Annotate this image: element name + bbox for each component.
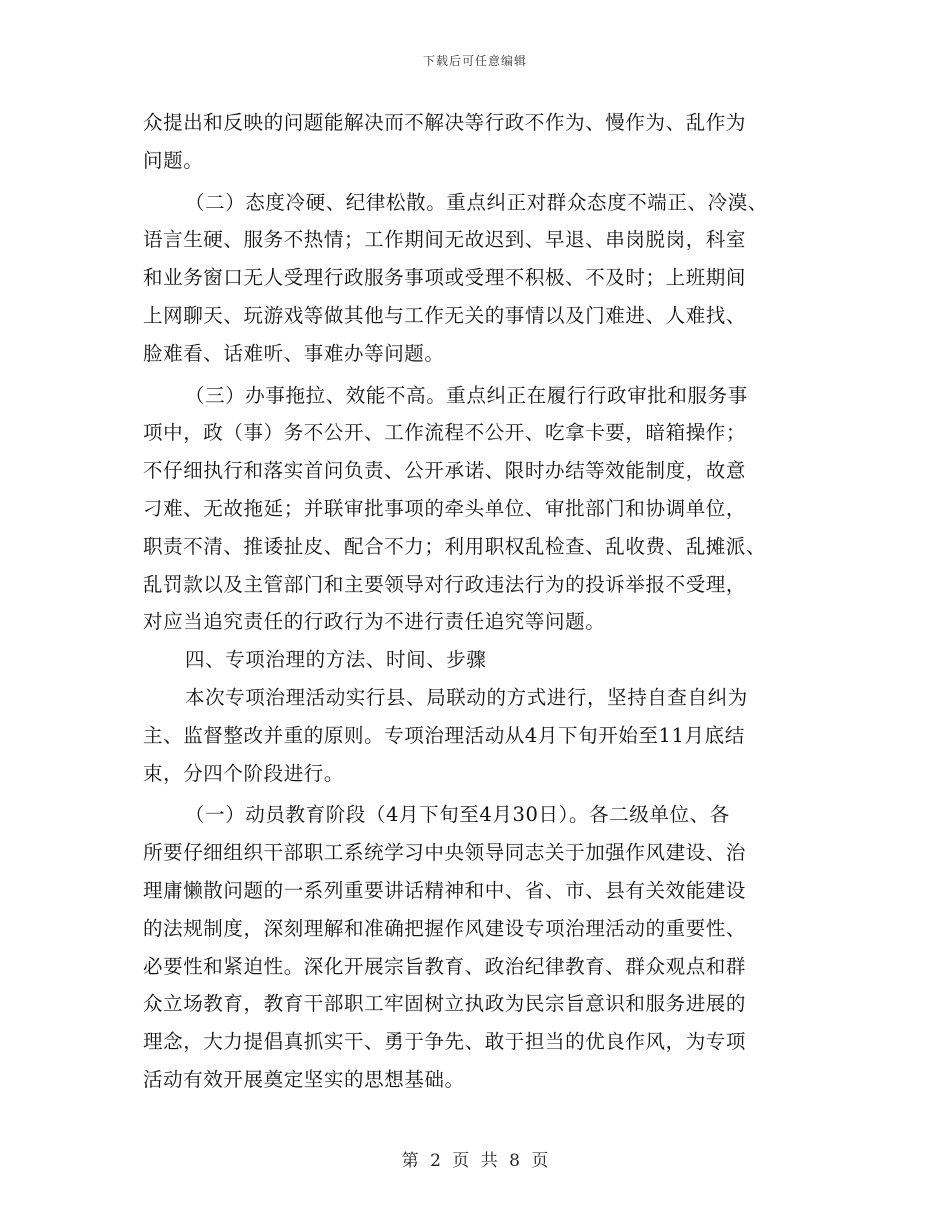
body-line: 所要仔细组织干部职工系统学习中央领导同志关于加强作风建设、治 (143, 841, 747, 865)
body-line: 必要性和紧迫性。深化开展宗旨教育、政治纪律教育、群众观点和群 (143, 954, 747, 978)
body-line: 项中，政（事）务不公开、工作流程不公开、吃拿卡要，暗箱操作； (143, 421, 747, 445)
page-header: 下载后可任意编辑 (422, 54, 527, 68)
body-line: 的法规制度，深刻理解和准确把握作风建设专项治理活动的重要性、 (143, 916, 747, 940)
body-line: （一）动员教育阶段（4月下旬至4月30日）。各二级单位、各 (185, 803, 730, 827)
body-line: （三）办事拖拉、效能不高。重点纠正在履行行政审批和服务事 (185, 383, 748, 407)
section-heading: 四、专项治理的方法、时间、步骤 (185, 648, 487, 672)
body-line: 束，分四个阶段进行。 (143, 761, 345, 785)
body-line: 众立场教育，教育干部职工牢固树立执政为民宗旨意识和服务进展的 (143, 992, 747, 1016)
body-line: 本次专项治理活动实行县、局联动的方式进行，坚持自查自纠为 (185, 685, 748, 709)
body-line: 主、监督整改并重的原则。专项治理活动从4月下旬开始至11月底结 (143, 723, 745, 747)
body-line: 理念，大力提倡真抓实干、勇于争先、敢于担当的优良作风，为专项 (143, 1030, 747, 1054)
body-line: 乱罚款以及主管部门和主要领导对行政违法行为的投诉举报不受理， (143, 572, 747, 596)
body-line: 不仔细执行和落实首问负责、公开承诺、限时办结等效能制度，故意 (143, 459, 747, 483)
body-line: 刁难、无故拖延；并联审批事项的牵头单位、审批部门和协调单位， (143, 496, 747, 520)
body-line: 问题。 (143, 148, 204, 172)
body-line: 理庸懒散问题的一系列重要讲话精神和中、省、市、县有关效能建设 (143, 878, 747, 902)
body-line: 和业务窗口无人受理行政服务事项或受理不积极、不及时；上班期间 (143, 266, 747, 290)
body-line: 语言生硬、服务不热情；工作期间无故迟到、早退、串岗脱岗，科室 (143, 228, 747, 252)
body-line: 上网聊天、玩游戏等做其他与工作无关的事情以及门难进、人难找、 (143, 303, 747, 327)
body-line: 脸难看、话难听、事难办等问题。 (143, 341, 445, 365)
body-line: 对应当追究责任的行政行为不进行责任追究等问题。 (143, 610, 606, 634)
document-body (143, 104, 815, 1099)
body-line: 活动有效开展奠定坚实的思想基础。 (143, 1067, 465, 1091)
body-line: 职责不清、推诿扯皮、配合不力；利用职权乱检查、乱收费、乱摊派、 (143, 534, 767, 558)
body-line: （二）态度冷硬、纪律松散。重点纠正对群众态度不端正、冷漠、 (185, 190, 768, 214)
body-line: 众提出和反映的问题能解决而不解决等行政不作为、慢作为、乱作为 (143, 111, 747, 134)
page-number: 第 2 页 共 8 页 (401, 1151, 549, 1171)
